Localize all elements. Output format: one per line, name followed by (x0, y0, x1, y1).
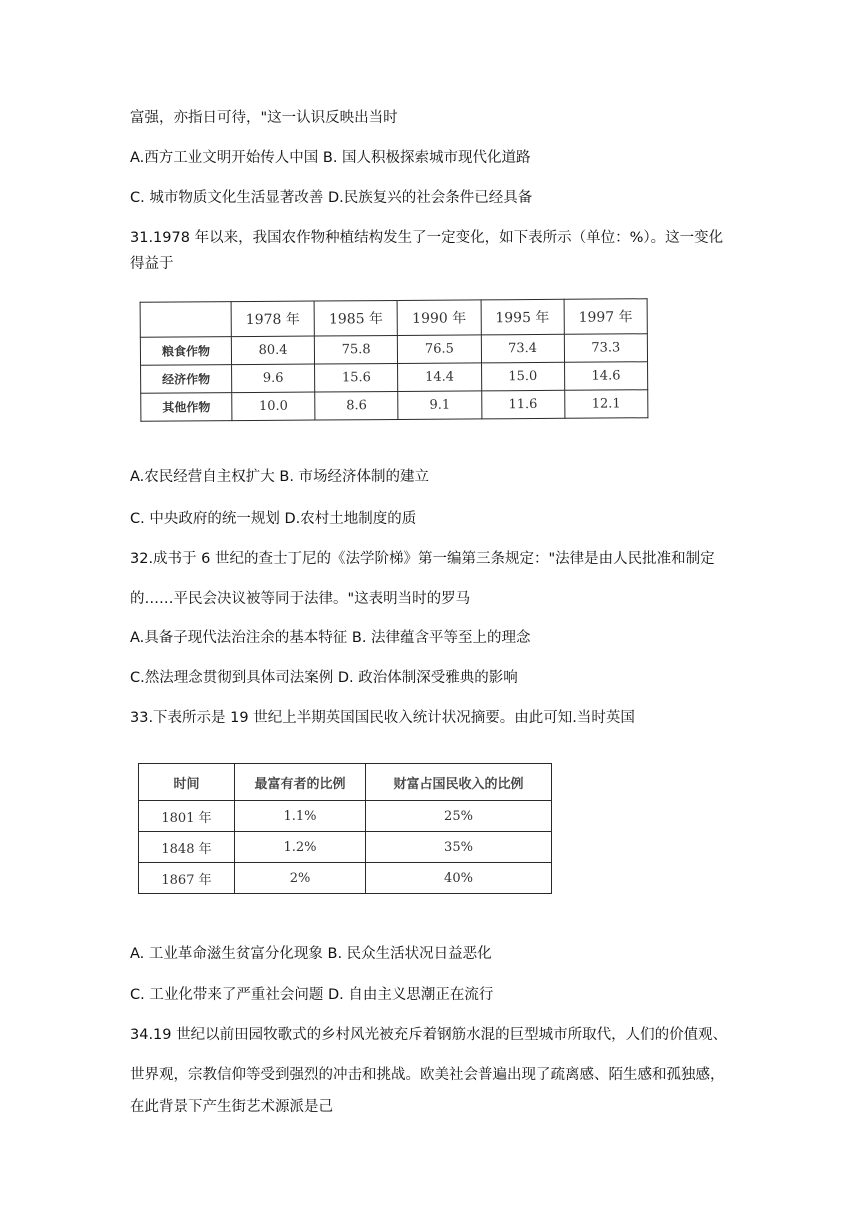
question-30-stem-end: 富强，亦指日可待，"这一认识反映出当时 (130, 110, 398, 126)
table-row: 1801 年 1.1% 25% (139, 801, 552, 832)
income-distribution-table (138, 763, 552, 894)
table-row: 经济作物 9.6 15.6 14.4 15.0 14.6 (141, 362, 648, 394)
question-32-stem: 32.成书于 6 世纪的查士丁尼的《法学阶梯》第一编第三条规定："法律是由人民批准和制定 (130, 551, 715, 567)
question-33-stem: 33.下表所示是 19 世纪上半期英国国民收入统计状况摘要。由此可知.当时英国 (130, 710, 635, 726)
table-row: 1848 年 1.2% 35% (139, 832, 552, 863)
table-header-row: 1978 年 1985 年 1990 年 1995 年 1997 年 (140, 299, 647, 338)
question-30-options-ab: A.西方工业文明开始传人中国 B. 国人积极探索城市现代化道路 (130, 150, 531, 166)
question-32-options-cd: C.然法理念贯彻到具体司法案例 D. 政治体制深受雅典的影响 (130, 670, 518, 686)
question-32-stem-cont: 的……平民会决议被等同于法律。"这表明当时的罗马 (130, 591, 471, 607)
table-row: 粮食作物 80.4 75.8 76.5 73.4 73.3 (140, 334, 647, 366)
table-row: 其他作物 10.0 8.6 9.1 11.6 12.1 (141, 390, 648, 422)
question-31-stem-cont: 得益于 (130, 256, 174, 272)
question-33-options-cd: C. 工业化带来了严重社会问题 D. 自由主义思潮正在流行 (130, 987, 494, 1003)
question-33-options-ab: A. 工业革命滋生贫富分化现象 B. 民众生活状况日益恶化 (130, 946, 492, 962)
question-34-stem-end: 在此背景下产生街艺术源派是己 (130, 1099, 333, 1115)
question-34-stem-cont: 世界观，宗教信仰等受到强烈的冲击和挑战。欧美社会普遍出现了疏离感、陌生感和孤独感， (130, 1067, 725, 1083)
crop-structure-table (140, 298, 649, 422)
table-row: 1867 年 2% 40% (139, 863, 552, 894)
question-30-options-cd: C. 城市物质文化生活显著改善 D.民族复兴的社会条件已经具备 (130, 190, 533, 206)
question-32-options-ab: A.具备子现代法治注余的基本特征 B. 法律蕴含平等至上的理念 (130, 630, 531, 646)
question-31-options-ab: A.农民经营自主权扩大 B. 市场经济体制的建立 (130, 469, 430, 485)
question-34-stem: 34.19 世纪以前田园牧歌式的乡村风光被充斥着钢筋水混的巨型城市所取代，人们的价值观、 (130, 1027, 728, 1043)
question-31-options-cd: C. 中央政府的统一规划 D.农村土地制度的质 (130, 511, 417, 527)
table-header-row: 时间 最富有者的比例 财富占国民收入的比例 (139, 764, 552, 801)
question-31-stem: 31.1978 年以来，我国农作物种植结构发生了一定变化，如下表所示（单位：%）。这一变化 (130, 230, 724, 246)
